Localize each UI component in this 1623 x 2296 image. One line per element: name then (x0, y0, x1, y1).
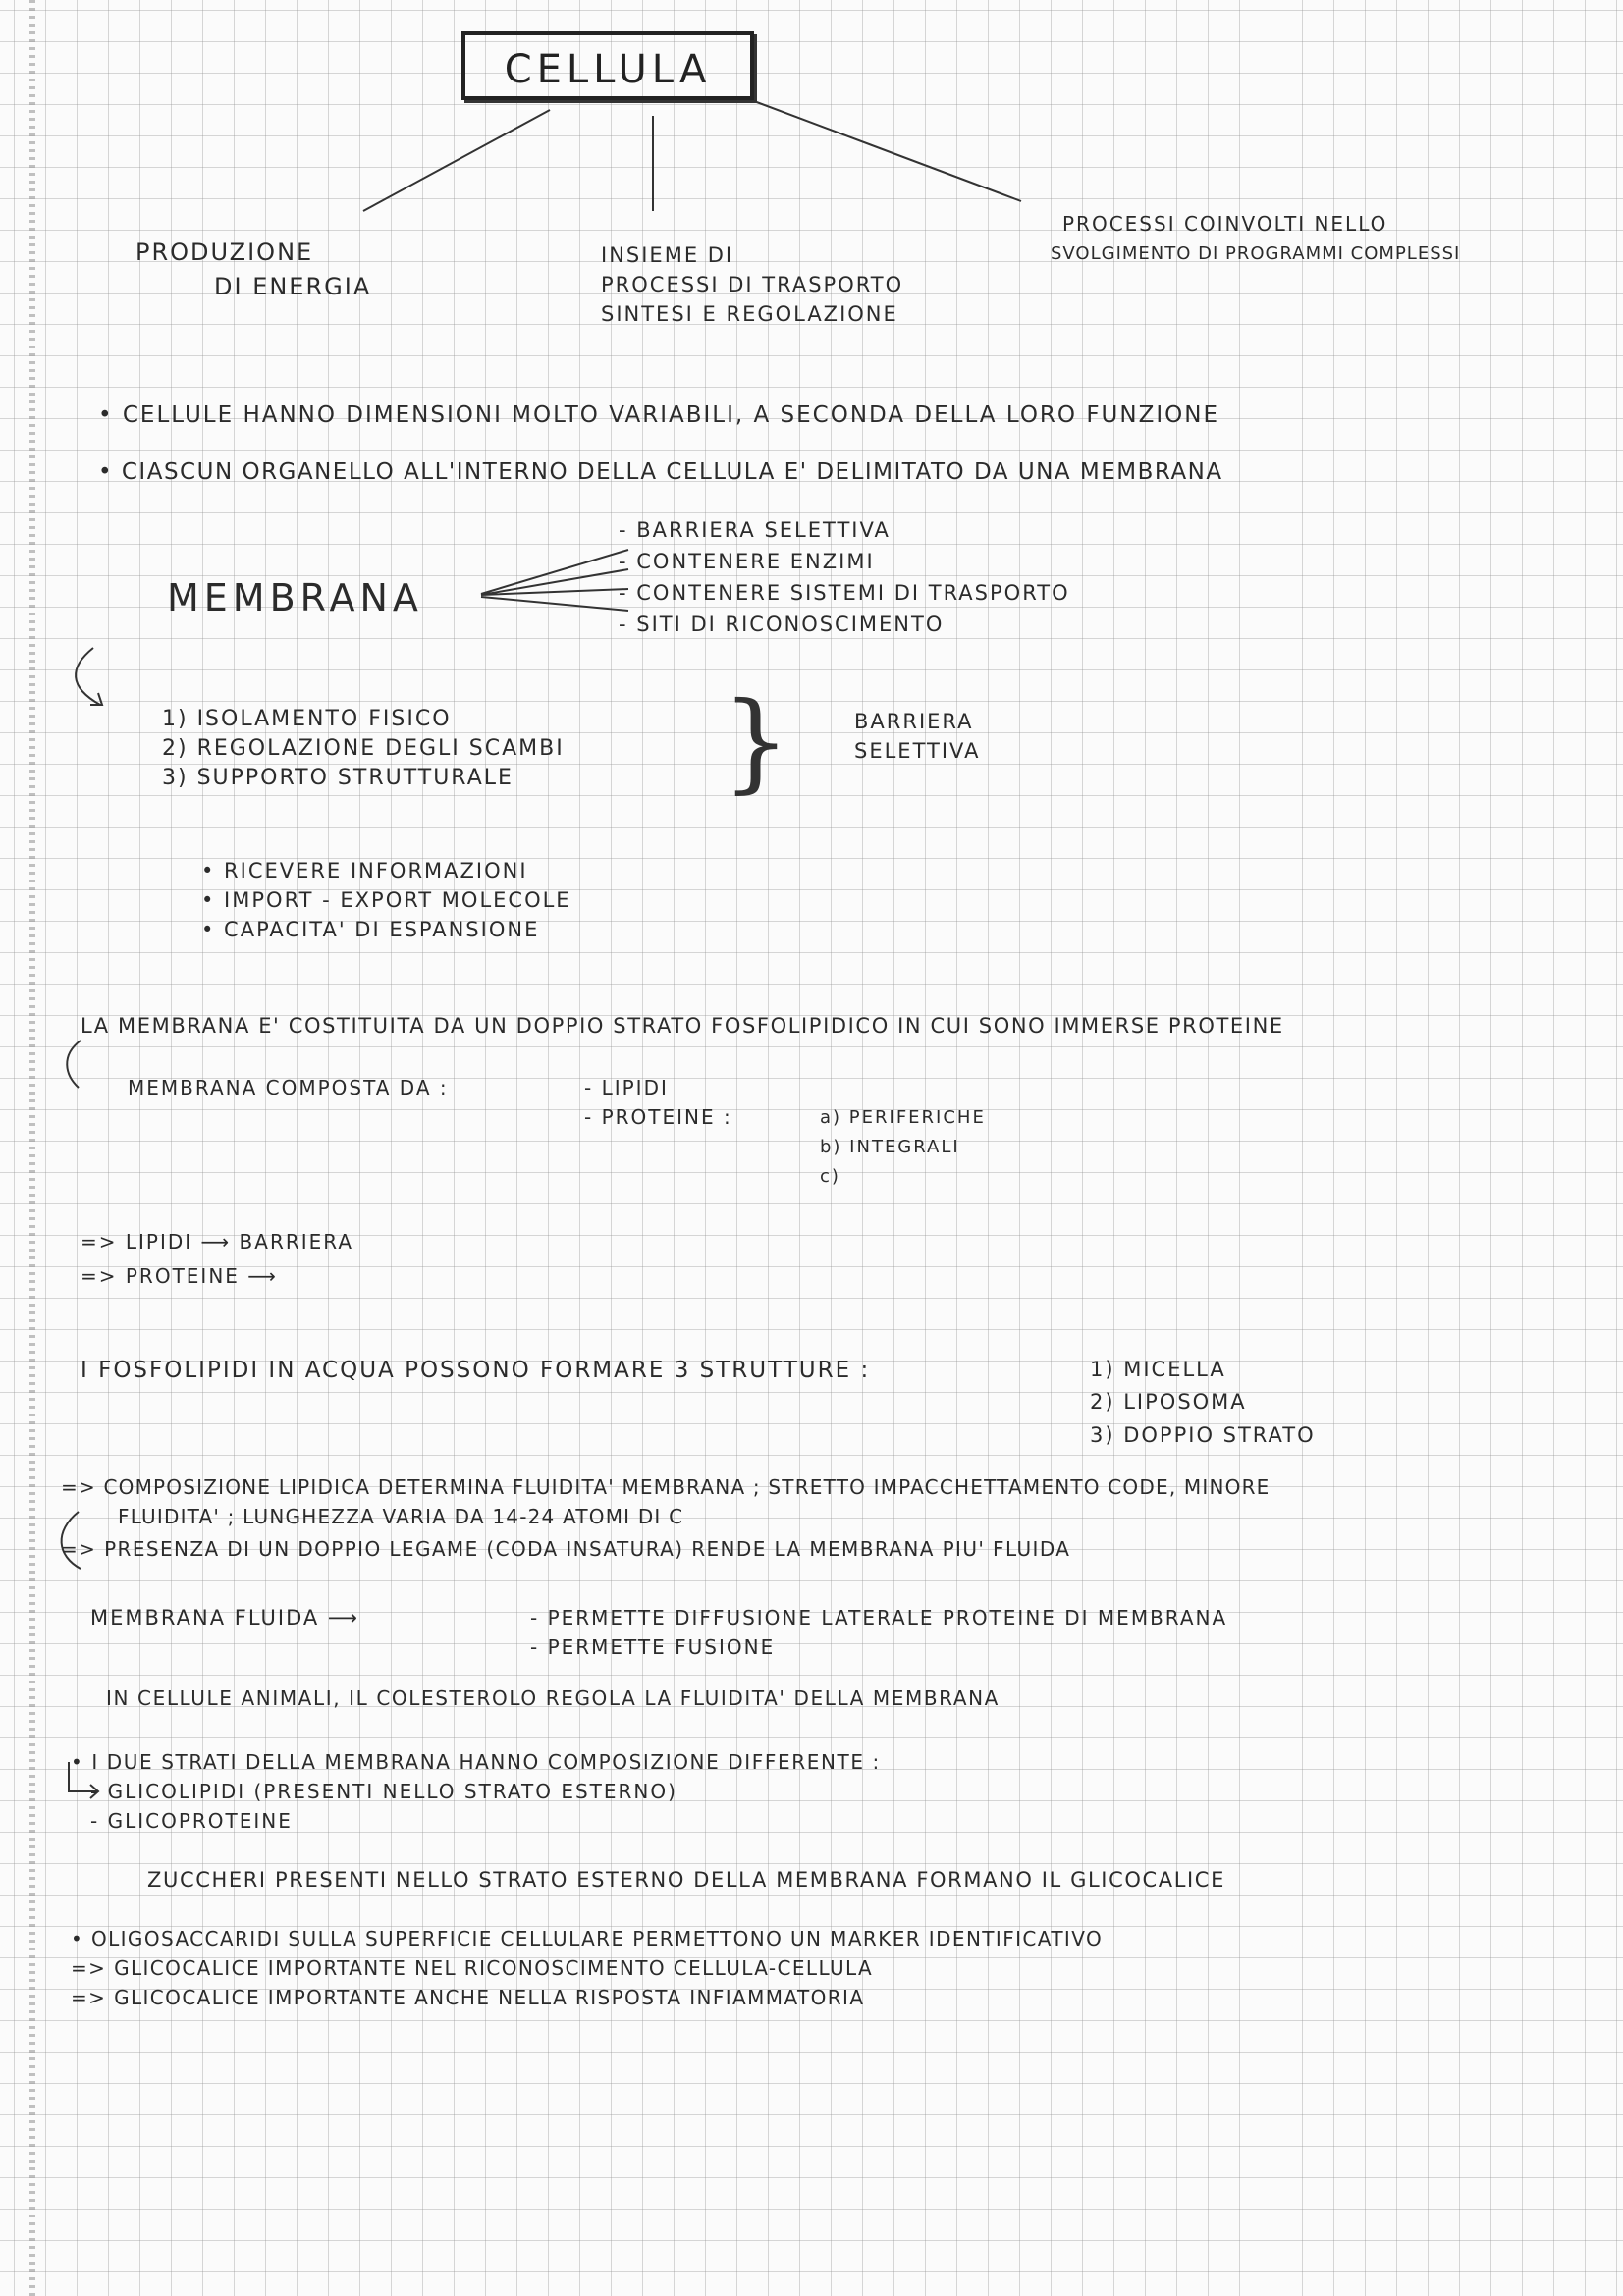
arrow-proteine: => PROTEINE ⟶ (81, 1264, 278, 1288)
zuccheri-sentence: ZUCCHERI PRESENTI NELLO STRATO ESTERNO DELLA MEMBRANA FORMANO IL GLICOCALICE (147, 1868, 1225, 1892)
fluidita-line-2: FLUIDITA' ; LUNGHEZZA VARIA DA 14-24 ATOMI DI C (118, 1505, 684, 1528)
branch-line-right (746, 98, 1021, 201)
membrana-fluida-label: MEMBRANA FLUIDA ⟶ (90, 1606, 360, 1629)
composta-lipidi: - LIPIDI (584, 1076, 669, 1099)
numbered-item-1: 1) ISOLAMENTO FISICO (162, 707, 452, 731)
oligo-line-3: => GLICOCALICE IMPORTANTE ANCHE NELLA RISPOSTA INFIAMMATORIA (71, 1986, 865, 2009)
branch-right-line-2: SVOLGIMENTO DI PROGRAMMI COMPLESSI (1051, 243, 1461, 264)
membrana-function-1: - BARRIERA SELETTIVA (619, 518, 891, 542)
fluidita-line-3: => PRESENZA DI UN DOPPIO LEGAME (CODA INSATURA) RENDE LA MEMBRANA PIU' FLUIDA (61, 1537, 1071, 1561)
branch-middle-line-2: PROCESSI DI TRASPORTO (601, 273, 904, 296)
membrana-function-3: - CONTENERE SISTEMI DI TRASPORTO (619, 581, 1070, 605)
strati-line-2: - GLICOLIPIDI (PRESENTI NELLO STRATO ESTERNO) (90, 1780, 677, 1803)
arrow-lipidi: => LIPIDI ⟶ BARRIERA (81, 1230, 354, 1254)
numbered-item-2: 2) REGOLAZIONE DEGLI SCAMBI (162, 736, 565, 761)
fluidita-line-1: => COMPOSIZIONE LIPIDICA DETERMINA FLUIDITA' MEMBRANA ; STRETTO IMPACCHETTAMENTO CODE, MINORE (61, 1475, 1271, 1499)
membrana-function-4: - SITI DI RICONOSCIMENTO (619, 613, 945, 636)
protein-type-c: c) (820, 1166, 840, 1187)
branch-middle-line-1: INSIEME DI (601, 243, 734, 267)
membrana-label: MEMBRANA (167, 576, 423, 619)
oligo-line-1: • OLIGOSACCARIDI SULLA SUPERFICIE CELLULARE PERMETTONO UN MARKER IDENTIFICATIVO (71, 1927, 1104, 1950)
composta-proteine: - PROTEINE : (584, 1105, 732, 1129)
sub-bullet-3: • CAPACITA' DI ESPANSIONE (201, 918, 540, 941)
curved-arrow-2 (67, 1041, 81, 1088)
membrana-fluida-item-2: - PERMETTE FUSIONE (530, 1635, 776, 1659)
fosfolipidi-sentence: I FOSFOLIPIDI IN ACQUA POSSONO FORMARE 3 STRUTTURE : (81, 1358, 871, 1383)
colesterolo-sentence: IN CELLULE ANIMALI, IL COLESTEROLO REGOLA LA FLUIDITA' DELLA MEMBRANA (106, 1686, 1000, 1710)
struttura-2: 2) LIPOSOMA (1090, 1390, 1247, 1414)
membrana-function-2: - CONTENERE ENZIMI (619, 550, 875, 573)
branch-left-line-1: PRODUZIONE (135, 239, 314, 266)
branch-right-line-1: PROCESSI COINVOLTI NELLO (1062, 212, 1388, 236)
branch-line-left (363, 110, 550, 211)
membrana-fan-lines (481, 550, 628, 611)
sub-bullet-2: • IMPORT - EXPORT MOLECOLE (201, 888, 571, 912)
branch-left-line-2: DI ENERGIA (214, 273, 372, 300)
protein-type-a: a) PERIFERICHE (820, 1107, 986, 1128)
protein-type-b: b) INTEGRALI (820, 1137, 960, 1157)
barriera-label-1: BARRIERA (854, 710, 974, 733)
curly-brace: } (722, 678, 790, 804)
composta-label: MEMBRANA COMPOSTA DA : (128, 1076, 449, 1099)
sub-bullet-1: • RICEVERE INFORMAZIONI (201, 859, 528, 882)
title-box (461, 31, 754, 100)
bullet-dimensioni: • CELLULE HANNO DIMENSIONI MOLTO VARIABILI, A SECONDA DELLA LORO FUNZIONE (98, 402, 1219, 428)
barriera-label-2: SELETTIVA (854, 739, 981, 763)
struttura-3: 3) DOPPIO STRATO (1090, 1423, 1316, 1447)
doppio-strato-sentence: LA MEMBRANA E' COSTITUITA DA UN DOPPIO STRATO FOSFOLIPIDICO IN CUI SONO IMMERSE PROTEINE (81, 1014, 1284, 1038)
membrana-fluida-item-1: - PERMETTE DIFFUSIONE LATERALE PROTEINE DI MEMBRANA (530, 1606, 1228, 1629)
oligo-line-2: => GLICOCALICE IMPORTANTE NEL RICONOSCIMENTO CELLULA-CELLULA (71, 1956, 874, 1980)
strati-line-3: - GLICOPROTEINE (90, 1809, 293, 1833)
bullet-organello: • CIASCUN ORGANELLO ALL'INTERNO DELLA CELLULA E' DELIMITATO DA UNA MEMBRANA (98, 459, 1223, 485)
curved-arrow-1 (76, 648, 100, 705)
numbered-item-3: 3) SUPPORTO STRUTTURALE (162, 766, 514, 790)
page-title: CELLULA (504, 47, 712, 92)
branch-middle-line-3: SINTESI E REGOLAZIONE (601, 302, 898, 326)
struttura-1: 1) MICELLA (1090, 1358, 1226, 1381)
strati-line-1: • I DUE STRATI DELLA MEMBRANA HANNO COMPOSIZIONE DIFFERENTE : (71, 1750, 881, 1774)
